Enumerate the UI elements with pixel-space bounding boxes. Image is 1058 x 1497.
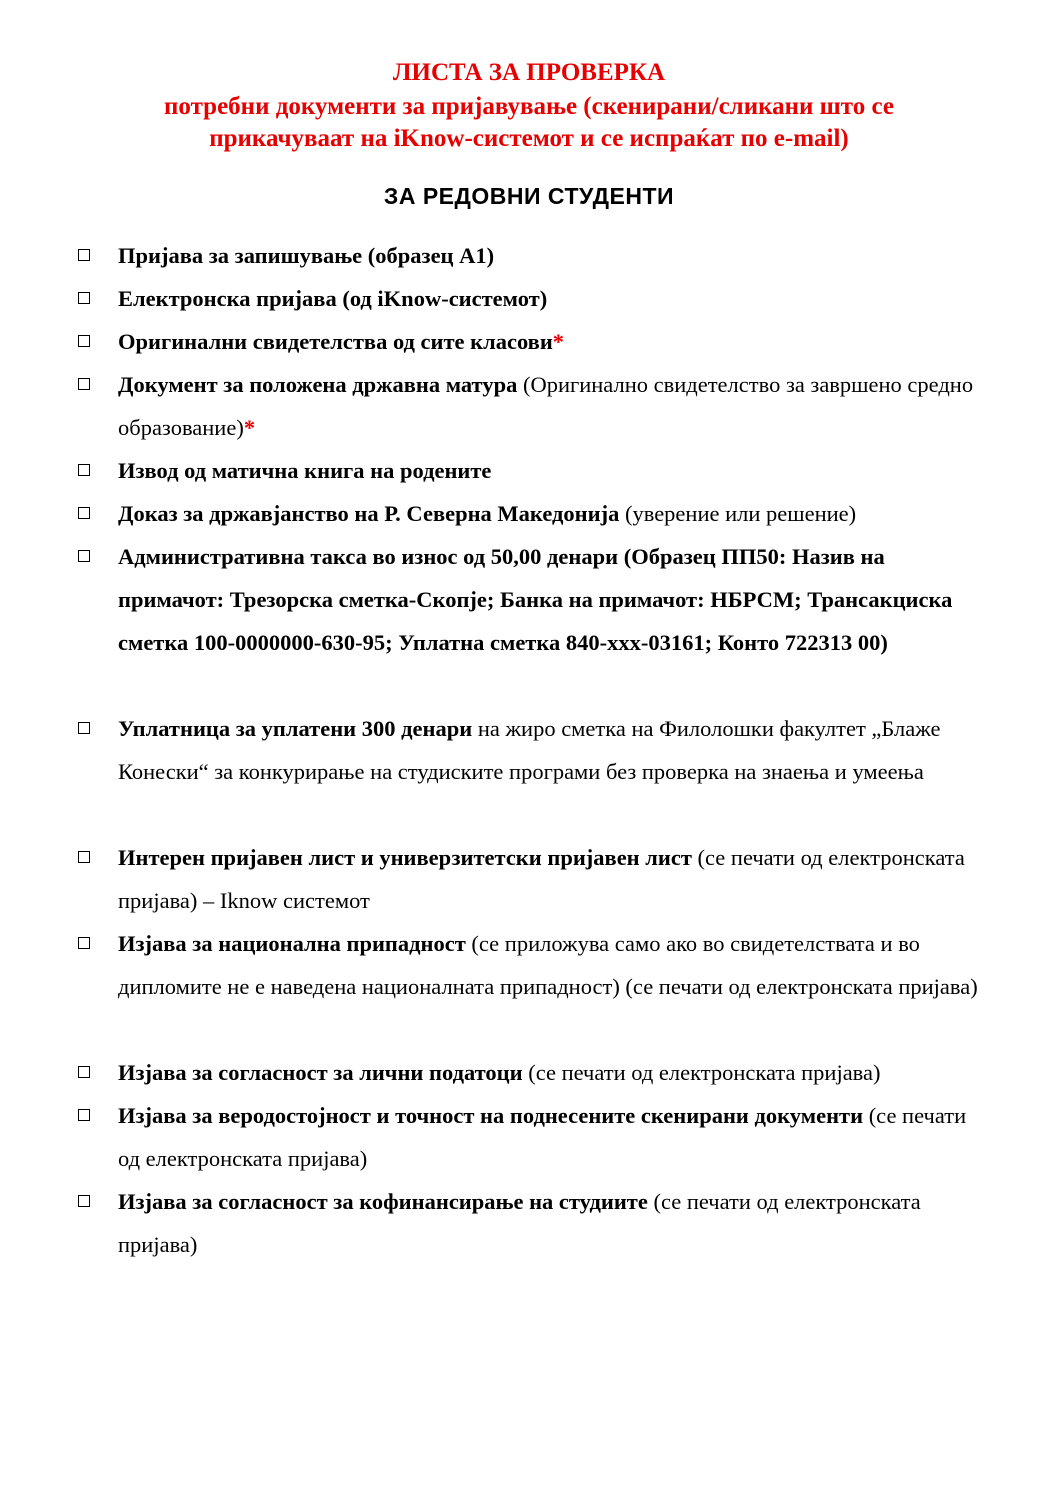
item-normal-text: (се печати од електронската пријава) — [118, 1103, 967, 1171]
checklist-item-text — [118, 707, 993, 793]
checkbox-icon[interactable] — [78, 722, 90, 734]
item-bold-text: Документ за положена државна матура — [118, 372, 518, 397]
checkbox-icon[interactable] — [78, 464, 90, 476]
checklist-item-text — [118, 363, 993, 449]
checkbox-icon[interactable] — [78, 1066, 90, 1078]
required-asterisk: * — [243, 415, 256, 440]
checklist-item-text — [118, 277, 993, 320]
required-asterisk: * — [552, 329, 565, 354]
item-bold-text: Изјава за веродостојност и точност на поднесените скенирани документи — [118, 1103, 864, 1128]
item-normal-text: (се печати од електронската пријава) — [522, 1060, 881, 1085]
checkbox-icon[interactable] — [78, 550, 90, 562]
checklist-item-text — [118, 836, 993, 922]
checkbox-icon[interactable] — [78, 851, 90, 863]
item-normal-text: (Оригинално свидетелство за завршено средно образование) — [118, 372, 974, 440]
item-normal-text: (уверение или решение) — [619, 501, 857, 526]
checklist-item-text — [118, 492, 993, 535]
document-subtitle-line-2: прикачуваат на iKnow-системот и се испраќат по e-mail) — [209, 125, 849, 152]
checkbox-icon[interactable] — [78, 1195, 90, 1207]
item-normal-text: (се приложува само ако во свидетелствата и во дипломите не е наведена националната припадност) (се печати од електронската пријава) — [118, 931, 978, 999]
checklist-item-text — [118, 234, 993, 277]
item-bold-text: Изјава за согласност за лични податоци — [118, 1060, 523, 1085]
checklist-item-text — [118, 1051, 993, 1094]
checklist-item-text — [118, 1094, 993, 1180]
item-bold-text: Административна такса во износ од 50,00 денари (Образец ПП50: Назив на примачот: Трезорска сметка-Скопје; Банка на примачот: НБРСМ; Трансакциска сметка 100-0000000-630-95; Уплатна сметка 840-ххх-03161; Конто 722313 00) — [118, 544, 953, 655]
item-bold-text: Доказ за државјанство на Р. Северна Македонија — [118, 501, 620, 526]
item-bold-text: Електронска пријава (од iKnow-системот) — [118, 286, 548, 311]
item-bold-text: Изјава за согласност за кофинансирање на студиите — [118, 1189, 648, 1214]
checkbox-icon[interactable] — [78, 1109, 90, 1121]
checklist-item-text — [118, 449, 993, 492]
item-bold-text: Извод од матична книга на родените — [118, 458, 492, 483]
item-bold-text: Уплатница за уплатени 300 денари — [118, 716, 473, 741]
document-title: ЛИСТА ЗА ПРОВЕРКА — [392, 59, 666, 86]
item-normal-text: (се печати од електронската пријава) — [118, 1189, 921, 1257]
checkbox-icon[interactable] — [78, 249, 90, 261]
checkbox-icon[interactable] — [78, 292, 90, 304]
document-subtitle-line-1: потребни документи за пријавување (скенирани/сликани што се — [164, 93, 894, 120]
checkbox-icon[interactable] — [78, 378, 90, 390]
checkbox-icon[interactable] — [78, 335, 90, 347]
item-bold-text: Оригинални свидетелства од сите класови — [118, 329, 553, 354]
item-bold-text: Изјава за национална припадност — [118, 931, 466, 956]
checklist-item-text — [118, 320, 993, 363]
item-normal-text: (се печати од електронската пријава) – Iknow системот — [118, 845, 965, 913]
section-title: ЗА РЕДОВНИ СТУДЕНТИ — [383, 183, 675, 209]
checklist-item-text — [118, 535, 993, 664]
checkbox-icon[interactable] — [78, 937, 90, 949]
checklist-item-text — [118, 1180, 993, 1266]
checklist-item-text — [118, 922, 993, 1008]
item-normal-text: на жиро сметка на Филолошки факултет „Блаже Конески“ за конкурирање на студиските програми без проверка на знаења и умеења — [118, 716, 941, 784]
item-bold-text: Пријава за запишување (образец А1) — [118, 243, 495, 268]
item-bold-text: Интерен пријавен лист и универзитетски пријавен лист — [118, 845, 692, 870]
checkbox-icon[interactable] — [78, 507, 90, 519]
